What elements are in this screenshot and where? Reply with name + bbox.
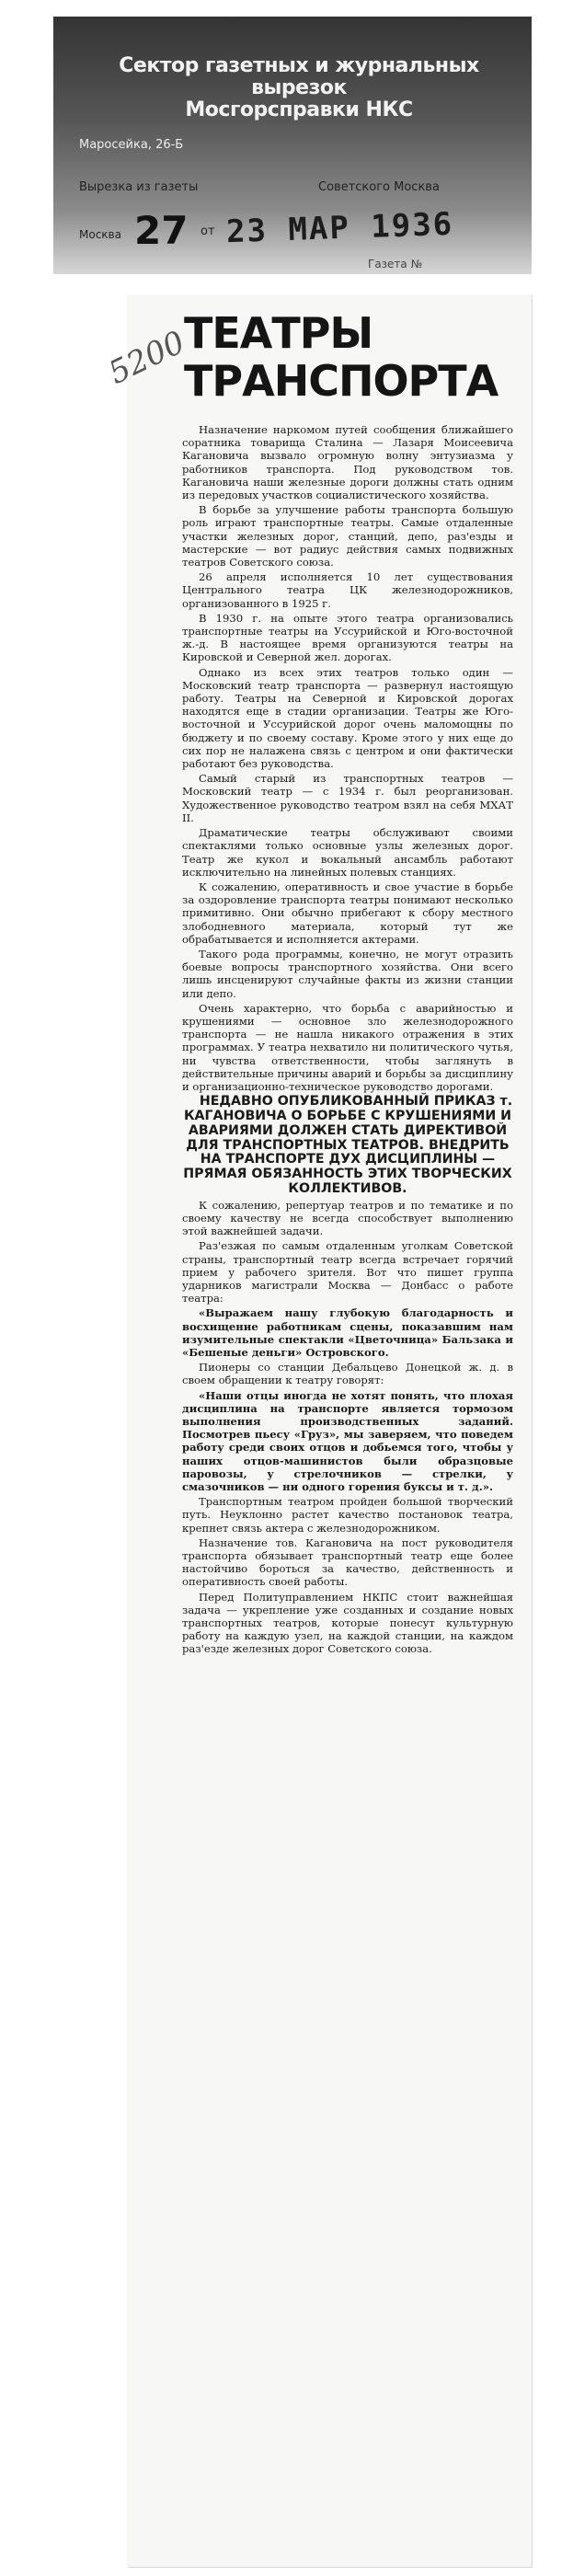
paragraph: Самый старый из транспортных театров — Московский театр — с 1934 г. был реорганизован. Художественное руководство театром взял на себя МХАТ II. xyxy=(182,772,513,824)
paragraph: К сожалению, оперативность и свое участие в борьбе за оздоровление транспорта театры понимают несколько примитивно. Они обычно прибегают к сбору местного злободневного материала, который тут же обрабатывается и исполняется актерами. xyxy=(182,880,513,946)
article-subheading: НЕДАВНО ОПУБЛИКОВАННЫЙ ПРИКАЗ т. КАГАНОВИЧА О БОРЬБЕ С КРУШЕНИЯМИ И АВАРИЯМИ ДОЛЖЕН СТАТЬ ДИРЕКТИВОЙ ДЛЯ ТРАНСПОРТНЫХ ТЕАТРОВ. ВНЕДРИТЬ НА ТРАНСПОРТЕ ДУХ ДИСЦИПЛИНЫ — ПРЯМАЯ ОБЯЗАННОСТЬ ЭТИХ ТВОРЧЕСКИХ КОЛЛЕКТИВОВ. xyxy=(183,1094,513,1196)
stamp-title-line2: Мосгорсправки НКС xyxy=(185,98,413,121)
paragraph: Назначение тов. Кагановича на пост руководителя транспорта обязывает транспортный театр еще более настойчиво бороться за качество, действенность и оперативность своей работы. xyxy=(182,1535,513,1589)
paragraph: Пионеры со станции Дебальцево Донецкой ж. д. в своем обращении к театру говорят: xyxy=(182,1361,513,1387)
paragraph: Такого рода программы, конечно, не могут отразить боевые вопросы транспортного хозяйства. Они всего лишь инсценируют случайные факты из жизни станции или депо. xyxy=(182,947,513,1000)
paragraph: Драматические театры обслуживают своими спектаклями только основные узлы железных дорог. Театр же кукол и вокальный ансамбль работают исключительно на линейных полевых станциях. xyxy=(182,826,513,879)
article-headline xyxy=(184,309,497,405)
paragraph: В борьбе за улучшение работы транспорта большую роль играют транспортные театры. Самые отдаленные участки железных дорог, станций, депо, раз'езды и мастерские — вот радиус действия самых подвижных театров Советского союза. xyxy=(182,503,513,569)
paragraph: Транспортным театром пройден большой творческий путь. Неуклонно растет качество постановок театра, крепнет связь актера с железнодорожником. xyxy=(182,1495,513,1535)
paragraph: Очень характерно, что борьба с аварийностью и крушениями — основное зло железнодорожного транспорта — не нашла никакого отражения в этих программах. У театра нехватило ни политического чутья, ни чувства ответственности, чтобы заглянуть в действительные причины аварий и борьбы за дисциплину и организационно-техническое руководство дорогами. xyxy=(182,1001,513,1093)
paragraph: Однако из всех этих театров только один — Московский театр транспорта — развернул настоящую работу. Театры на Северной и Кировской дорогах находятся еще в стадии организации. Театры же Юго-восточной и Уссурийской дорог очень маломощны по бюджету и по своему составу. Кроме этого у них еще до сих пор не налажена связь с центром и они фактически работают без руководства. xyxy=(182,665,513,771)
article-body xyxy=(182,423,513,1658)
stamp-ot: от xyxy=(201,224,215,238)
paragraph: 26 апреля исполняется 10 лет существования Центрального театра ЦК железнодорожников, организованного в 1925 г. xyxy=(182,570,513,610)
headline-line2: ТРАНСПОРТА xyxy=(184,356,499,406)
paragraph: Перед Политуправлением НКПС стоит важнейшая задача — укрепление уже созданных и создание новых транспортных театров, которые понесут культурную работу на каждую узел, на каждой станции, на каждом раз'езде железных дорог Советского союза. xyxy=(182,1590,513,1656)
paragraph: К сожалению, репертуар театров и по тематике и по своему качеству не всегда способствует выполнению этой важнейшей задачи. xyxy=(182,1198,513,1238)
stamp-title xyxy=(83,55,515,121)
paragraph: В 1930 г. на опыте этого театра организовались транспортные театры на Уссурийской и Юго-восточной ж.-д. В настоящее время организуются театры на Кировской и Северной жел. дорогах. xyxy=(182,611,513,664)
stamp-number: 27 xyxy=(134,208,189,253)
paragraph: Назначение наркомом путей сообщения ближайшего соратника товарища Сталина — Лазаря Моисеевича Кагановича вызвало огромную волну энтузиазма у работников транспорта. Под руководством тов. Кагановича наши железные дороги должны стать одним из передовых участков социалистического хозяйства. xyxy=(182,423,513,502)
stamp-moscow: Москва xyxy=(79,228,121,241)
paragraph-quote: «Выражаем нашу глубокую благодарность и восхищение работникам сцены, показавшим нам изумительные спектакли «Цветочница» Бальзака и «Бешеные деньги» Островского. xyxy=(182,1306,513,1359)
headline-line1: ТЕАТРЫ xyxy=(184,308,373,358)
stamp-city: Советского Москва xyxy=(318,180,440,194)
stamp-cutting-label: Вырезка из газеты xyxy=(79,180,199,194)
stamp-title-line1: Сектор газетных и журнальных вырезок xyxy=(119,54,479,99)
stamp-address: Маросейка, 26-Б xyxy=(79,138,184,152)
paragraph: Раз'езжая по самым отдаленным уголкам Советской страны, транспортный театр всегда встречает горячий прием у рабочего зрителя. Вот что пишет группа ударников магистрали Москва — Донбасс о работе театра: xyxy=(182,1239,513,1305)
stamp-date: 23 МАР 1936 xyxy=(225,205,454,251)
paragraph-quote: «Наши отцы иногда не хотят понять, что плохая дисциплина на транспорте является тормозом выполнения производственных заданий. Посмотрев пьесу «Груз», мы заверяем, что поведем работу среди своих отцов и добьемся того, чтобы у наших отцов-машинистов были образцовые паровозы, у стрелочников — стрелки, у смазочников — ни одного горения буксы и т. д.». xyxy=(182,1388,513,1493)
stamp-gazeta-number: Газета № xyxy=(368,258,423,270)
handwritten-number: 5200 xyxy=(103,324,191,392)
